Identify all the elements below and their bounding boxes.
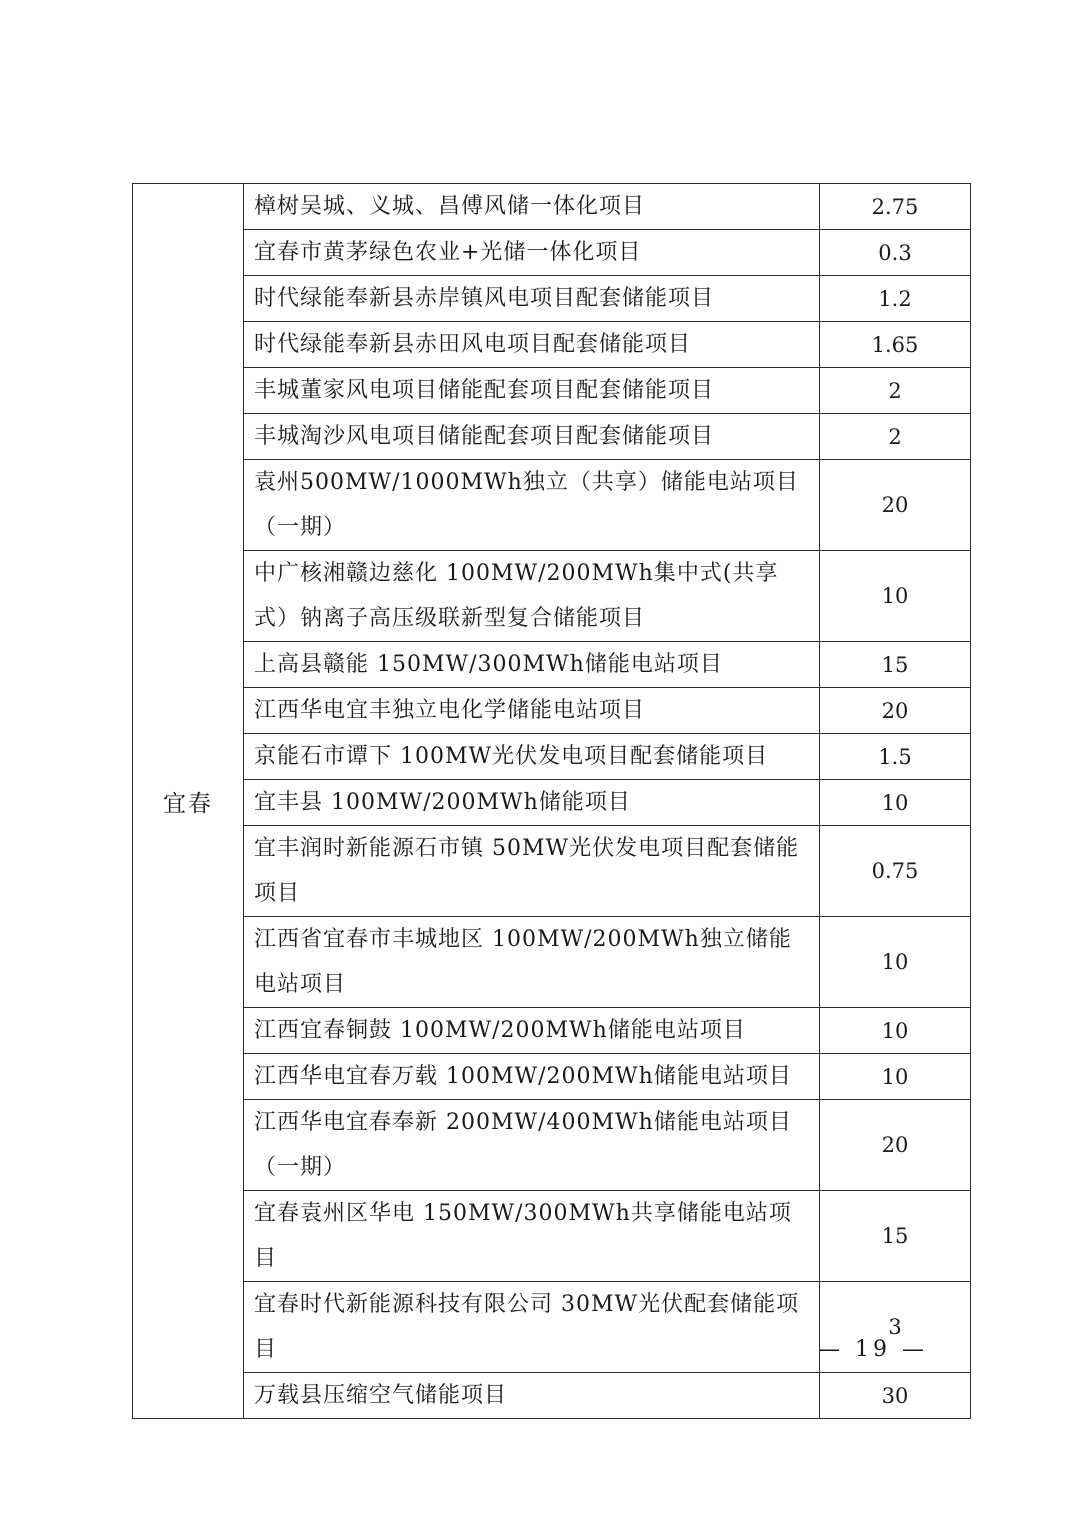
project-name: 京能石市谭下 100MW光伏发电项目配套储能项目 [244,734,820,780]
table-row [133,1100,971,1191]
project-value: 10 [820,780,971,826]
table-row [133,734,971,780]
table-row [133,1054,971,1100]
project-name: 宜丰润时新能源石市镇 50MW光伏发电项目配套储能项目 [244,826,820,917]
project-value: 15 [820,642,971,688]
table-row [133,1191,971,1282]
project-name: 万载县压缩空气储能项目 [244,1373,820,1419]
project-table [132,183,971,1419]
project-value: 10 [820,1054,971,1100]
project-value: 10 [820,551,971,642]
project-name: 中广核湘赣边慈化 100MW/200MWh集中式(共享式）钠离子高压级联新型复合储能项目 [244,551,820,642]
project-name: 江西华电宜春万载 100MW/200MWh储能电站项目 [244,1054,820,1100]
table-row [133,826,971,917]
project-value: 0.75 [820,826,971,917]
project-value: 1.2 [820,276,971,322]
project-name: 袁州500MW/1000MWh独立（共享）储能电站项目（一期） [244,460,820,551]
project-value: 20 [820,688,971,734]
project-value: 10 [820,917,971,1008]
project-value: 20 [820,460,971,551]
region-cell: 宜春 [133,184,244,1419]
page-number: — 19 — [818,1337,928,1362]
table-row [133,780,971,826]
table-row [133,322,971,368]
project-value: 2.75 [820,184,971,230]
table-row [133,917,971,1008]
project-name: 宜春时代新能源科技有限公司 30MW光伏配套储能项目 [244,1282,820,1373]
project-value: 30 [820,1373,971,1419]
project-name: 江西华电宜丰独立电化学储能电站项目 [244,688,820,734]
project-value: 3 [820,1282,971,1373]
table-row [133,276,971,322]
project-name: 时代绿能奉新县赤岸镇风电项目配套储能项目 [244,276,820,322]
project-name: 时代绿能奉新县赤田风电项目配套储能项目 [244,322,820,368]
project-name: 宜春市黄茅绿色农业+光储一体化项目 [244,230,820,276]
project-value: 2 [820,414,971,460]
project-value: 10 [820,1008,971,1054]
table-row [133,230,971,276]
project-name: 上高县赣能 150MW/300MWh储能电站项目 [244,642,820,688]
project-name: 江西宜春铜鼓 100MW/200MWh储能电站项目 [244,1008,820,1054]
project-name: 江西华电宜春奉新 200MW/400MWh储能电站项目（一期） [244,1100,820,1191]
project-value: 20 [820,1100,971,1191]
project-name: 江西省宜春市丰城地区 100MW/200MWh独立储能电站项目 [244,917,820,1008]
project-name: 丰城淘沙风电项目储能配套项目配套储能项目 [244,414,820,460]
table-row [133,460,971,551]
table-row [133,551,971,642]
table-row [133,184,971,230]
table-row [133,642,971,688]
project-value: 1.65 [820,322,971,368]
project-value: 15 [820,1191,971,1282]
project-value: 2 [820,368,971,414]
table-row [133,1008,971,1054]
project-value: 1.5 [820,734,971,780]
project-value: 0.3 [820,230,971,276]
project-name: 宜春袁州区华电 150MW/300MWh共享储能电站项目 [244,1191,820,1282]
project-name: 樟树吴城、义城、昌傅风储一体化项目 [244,184,820,230]
table-row [133,1373,971,1419]
project-name: 宜丰县 100MW/200MWh储能项目 [244,780,820,826]
table-row [133,414,971,460]
project-name: 丰城董家风电项目储能配套项目配套储能项目 [244,368,820,414]
table-row [133,688,971,734]
table-row [133,368,971,414]
